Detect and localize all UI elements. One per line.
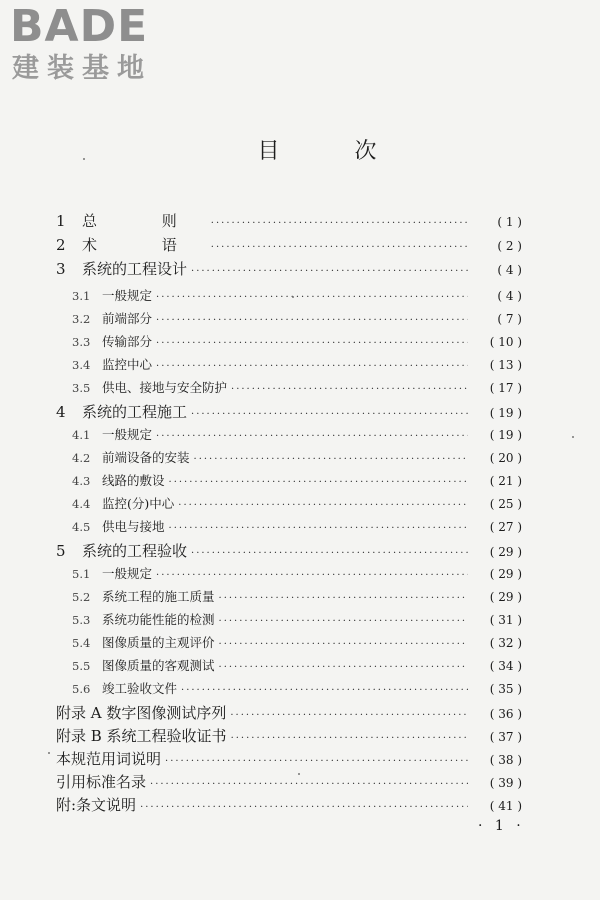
- dot-leader: [169, 472, 468, 494]
- toc-entry-page: ( 29 ): [489, 590, 522, 604]
- dot-leader: [194, 449, 468, 471]
- toc-entry-label: 图像质量的主观评价: [102, 635, 215, 650]
- toc-entry-page: ( 2 ): [497, 239, 522, 253]
- toc-entry-label: 前端设备的安装: [102, 450, 190, 465]
- toc-entry-page: ( 17 ): [489, 381, 522, 395]
- toc-entry-number: 1: [56, 212, 66, 230]
- toc-entry[interactable]: [56, 258, 522, 280]
- toc-entry-label: 传输部分: [102, 334, 153, 349]
- scan-speck: [292, 296, 294, 298]
- toc-title: 目 次: [257, 139, 411, 164]
- toc-entry-page: ( 4 ): [497, 289, 522, 303]
- toc-entry-page: ( 29 ): [489, 545, 522, 559]
- toc-entry[interactable]: [56, 702, 522, 724]
- toc-entry[interactable]: [56, 725, 522, 747]
- toc-entry[interactable]: [72, 470, 522, 492]
- toc-entry-page: ( 39 ): [489, 776, 522, 790]
- toc-entry[interactable]: [72, 447, 522, 469]
- toc-entry-page: ( 35 ): [489, 682, 522, 696]
- toc-entry-label: 一般规定: [102, 566, 153, 581]
- toc-entry[interactable]: [72, 331, 522, 353]
- toc-entry[interactable]: [56, 234, 522, 256]
- toc-entry-number: 3.3: [72, 335, 91, 349]
- dot-leader: [191, 404, 468, 426]
- bade-logo: [10, 2, 180, 92]
- toc-entry[interactable]: [72, 516, 522, 538]
- logo-wordmark: BADE: [10, 1, 149, 52]
- toc-entry[interactable]: [56, 210, 522, 232]
- toc-entry-label: 系统工程的施工质量: [102, 589, 215, 604]
- toc-entry-number: 4.3: [72, 474, 91, 488]
- toc-entry-page: ( 19 ): [489, 406, 522, 420]
- toc-entry[interactable]: [56, 771, 522, 793]
- toc-entry-label: 一般规定: [102, 427, 153, 442]
- toc-entry-number: 3.4: [72, 358, 91, 372]
- toc-entry-label: 监控(分)中心: [102, 496, 175, 511]
- toc-entry[interactable]: [56, 401, 522, 423]
- toc-entry-number: 3.5: [72, 381, 91, 395]
- toc-entry-page: ( 37 ): [489, 730, 522, 744]
- dot-leader: [219, 611, 468, 633]
- dot-leader: [165, 751, 468, 773]
- dot-leader: [178, 495, 468, 517]
- toc-entry-label: 附:条文说明: [56, 796, 137, 814]
- toc-entry-number: 4.5: [72, 520, 91, 534]
- toc-entry-page: ( 29 ): [489, 567, 522, 581]
- toc-entry-number: 4: [56, 403, 66, 421]
- dot-leader: [181, 680, 468, 702]
- toc-entry-page: ( 10 ): [489, 335, 522, 349]
- toc-entry-label: 监控中心: [102, 357, 153, 372]
- toc-entry[interactable]: [72, 493, 522, 515]
- toc-entry-label: 线路的敷设: [102, 473, 165, 488]
- toc-entry-number: 5.1: [72, 567, 91, 581]
- toc-entry-page: ( 19 ): [489, 428, 522, 442]
- toc-entry-number: 3.1: [72, 289, 91, 303]
- toc-entry-page: ( 31 ): [489, 613, 522, 627]
- toc-entry[interactable]: [72, 563, 522, 585]
- scan-speck: [48, 752, 50, 754]
- toc-entry-number: 5.6: [72, 682, 91, 696]
- dot-leader: [156, 287, 468, 309]
- toc-entry-label: 附录 B 系统工程验收证书: [56, 727, 227, 745]
- dot-leader: [150, 774, 468, 796]
- toc-entry[interactable]: [72, 285, 522, 307]
- toc-entry[interactable]: [56, 540, 522, 562]
- toc-entry[interactable]: [72, 609, 522, 631]
- scan-speck: [298, 773, 300, 775]
- logo-subtitle: 建装基地: [12, 53, 152, 84]
- dot-leader: [219, 657, 468, 679]
- toc-entry-page: ( 7 ): [497, 312, 522, 326]
- toc-entry-label: 附录 A 数字图像测试序列: [56, 704, 227, 722]
- toc-entry-page: ( 20 ): [489, 451, 522, 465]
- toc-entry-page: ( 4 ): [497, 263, 522, 277]
- toc-entry[interactable]: [72, 586, 522, 608]
- dot-leader: [219, 588, 468, 610]
- toc-entry-page: ( 27 ): [489, 520, 522, 534]
- toc-entry-label: 图像质量的客观测试: [102, 658, 215, 673]
- dot-leader: [191, 543, 468, 565]
- toc-entry-label: 前端部分: [102, 311, 153, 326]
- toc-entry[interactable]: [56, 794, 522, 816]
- toc-entry-page: ( 13 ): [489, 358, 522, 372]
- toc-entry-number: 5.4: [72, 636, 91, 650]
- dot-leader: [231, 379, 468, 401]
- dot-leader: [156, 310, 468, 332]
- toc-entry-page: ( 41 ): [489, 799, 522, 813]
- toc-entry-label: 总 则: [82, 212, 207, 230]
- toc-entry-label: 一般规定: [102, 288, 153, 303]
- toc-entry[interactable]: [72, 632, 522, 654]
- dot-leader: [211, 213, 468, 235]
- toc-entry-number: 3: [56, 260, 66, 278]
- dot-leader: [169, 518, 468, 540]
- toc-entry-page: ( 1 ): [497, 215, 522, 229]
- toc-entry[interactable]: [72, 308, 522, 330]
- dot-leader: [231, 728, 468, 750]
- toc-entry-number: 3.2: [72, 312, 91, 326]
- toc-entry-label: 术 语: [82, 236, 207, 254]
- toc-entry-number: 5.3: [72, 613, 91, 627]
- toc-entry-label: 引用标准名录: [56, 773, 147, 791]
- toc-entry-label: 竣工验收文件: [102, 681, 178, 696]
- toc-entry-page: ( 21 ): [489, 474, 522, 488]
- toc-entry[interactable]: [72, 354, 522, 376]
- toc-entry-number: 4.2: [72, 451, 91, 465]
- dot-leader: [156, 356, 468, 378]
- dot-leader: [156, 426, 468, 448]
- dot-leader: [191, 261, 468, 283]
- toc-entry-label: 本规范用词说明: [56, 750, 162, 768]
- toc-entry-number: 5: [56, 542, 66, 560]
- toc-entry-number: 4.4: [72, 497, 91, 511]
- scan-speck: [83, 158, 85, 160]
- toc-entry[interactable]: [72, 377, 522, 399]
- dot-leader: [211, 237, 468, 259]
- toc-entry-page: ( 32 ): [489, 636, 522, 650]
- toc-entry-label: 供电、接地与安全防护: [102, 380, 228, 395]
- toc-entry-page: ( 36 ): [489, 707, 522, 721]
- toc-entry-number: 2: [56, 236, 66, 254]
- dot-leader: [140, 797, 468, 819]
- toc-entry-number: 4.1: [72, 428, 91, 442]
- toc-entry-page: ( 38 ): [489, 753, 522, 767]
- toc-entry-page: ( 34 ): [489, 659, 522, 673]
- dot-leader: [156, 333, 468, 355]
- toc-entry-label: 系统的工程施工: [82, 403, 188, 421]
- toc-entry-label: 系统功能性能的检测: [102, 612, 215, 627]
- toc-entry[interactable]: [56, 748, 522, 770]
- scan-speck: [572, 436, 574, 438]
- toc-entry-label: 系统的工程验收: [82, 542, 188, 560]
- page-number: · 1 ·: [478, 818, 525, 834]
- dot-leader: [230, 705, 468, 727]
- toc-entry-number: 5.5: [72, 659, 91, 673]
- toc-entry-label: 系统的工程设计: [82, 260, 188, 278]
- dot-leader: [156, 565, 468, 587]
- toc-entry-number: 5.2: [72, 590, 91, 604]
- toc-entry-page: ( 25 ): [489, 497, 522, 511]
- dot-leader: [219, 634, 468, 656]
- toc-entry[interactable]: [72, 655, 522, 677]
- toc-entry-label: 供电与接地: [102, 519, 165, 534]
- toc-entry[interactable]: [72, 424, 522, 446]
- toc-entry[interactable]: [72, 678, 522, 700]
